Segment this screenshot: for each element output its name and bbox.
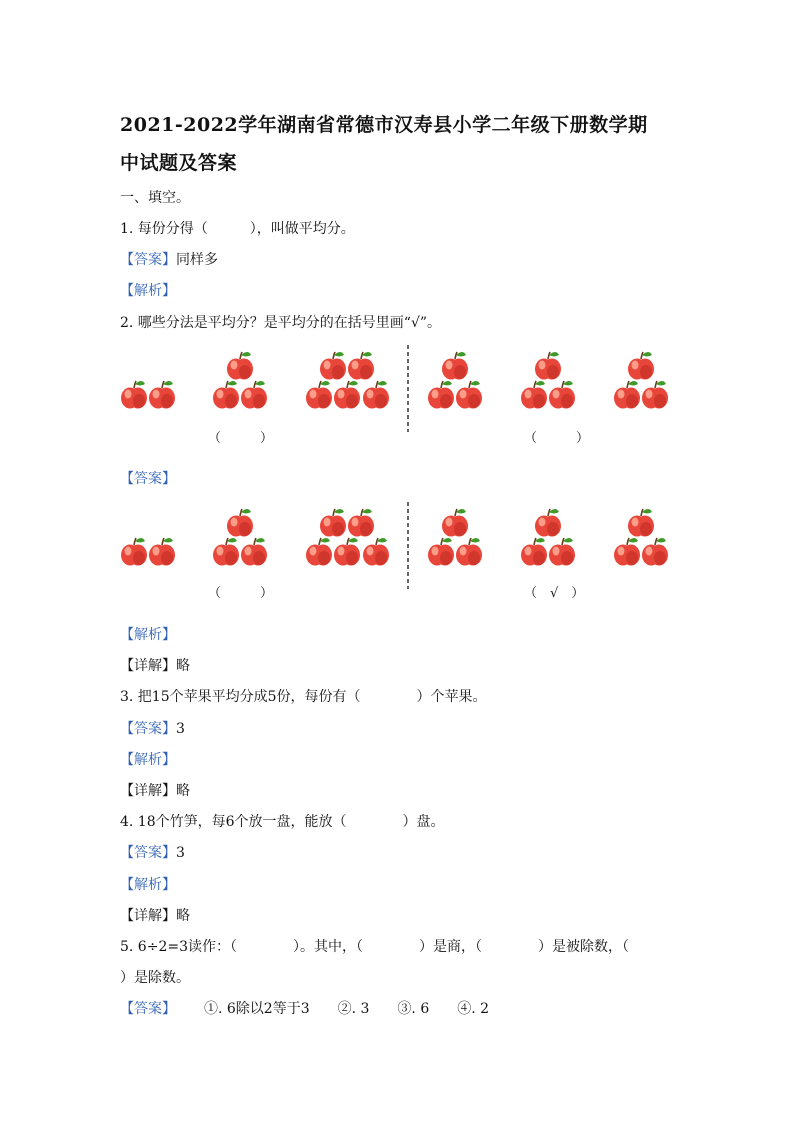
q4-detail: 略 [176, 908, 190, 924]
q2-answer-blank-right: （ √ ） [524, 586, 585, 601]
q2-answer-blank-left: （ ） [208, 586, 274, 601]
question-5-line-2: ）是除数。 [120, 970, 190, 986]
apple-icon [241, 538, 267, 566]
answer-tag: 【答案】 [120, 252, 176, 268]
q2-answer-tag: 【答案】 [120, 471, 176, 487]
answer-tag: 【答案】 [120, 721, 176, 737]
q2-analysis-tag: 【解析】 [120, 627, 176, 643]
apple-icon [306, 538, 332, 566]
apple-icon [428, 538, 454, 566]
q4-detail-row [120, 905, 190, 925]
apple-groups [121, 509, 668, 566]
apple-icon [642, 381, 668, 409]
apple-icon [521, 538, 547, 566]
q2-detail: 略 [176, 658, 190, 674]
apple-icon [306, 381, 332, 409]
apple-icon [614, 538, 640, 566]
q3-detail: 略 [176, 783, 190, 799]
q3-analysis-tag: 【解析】 [120, 752, 176, 768]
apple-icon [628, 509, 654, 537]
apple-icon [363, 381, 389, 409]
apple-icon [348, 352, 374, 380]
question-1: 1. 每份分得（ ），叫做平均分。 [120, 221, 355, 237]
apple-icon [348, 509, 374, 537]
apple-icon [334, 538, 360, 566]
detail-tag: 【详解】 [120, 658, 176, 674]
q2-blank-left: （ ） [208, 431, 274, 446]
answer-tag: 【答案】 [120, 845, 176, 861]
apple-icon [213, 538, 239, 566]
apple-icon [456, 381, 482, 409]
apple-icon [227, 352, 253, 380]
q3-detail-row [120, 780, 190, 800]
apple-icon [213, 381, 239, 409]
q4-answer: 3 [176, 845, 185, 861]
q3-answer: 3 [176, 721, 185, 737]
apple-icon [642, 538, 668, 566]
apple-icon [549, 538, 575, 566]
apple-icon [121, 381, 147, 409]
apple-icon [428, 381, 454, 409]
answer-tag: 【答案】 [120, 1001, 176, 1017]
q2-answer-apple-figure [0, 497, 794, 607]
apple-icon [549, 381, 575, 409]
apple-icon [363, 538, 389, 566]
apple-groups [121, 352, 668, 409]
q5-answer-row [120, 998, 489, 1018]
q1-answer-row [120, 249, 218, 269]
apple-icon [320, 509, 346, 537]
apple-icon [121, 538, 147, 566]
apple-icon [614, 381, 640, 409]
question-2: 2. 哪些分法是平均分？是平均分的在括号里画“√”。 [120, 315, 442, 331]
apple-icon [442, 509, 468, 537]
apple-icon [149, 538, 175, 566]
q5-answer: ①. 6除以2等于3 ②. 3 ③. 6 ④. 2 [204, 1001, 490, 1017]
q4-answer-row [120, 842, 185, 862]
q2-apple-figure [0, 340, 794, 450]
apple-icon [442, 352, 468, 380]
apple-icon [535, 509, 561, 537]
apple-icon [241, 381, 267, 409]
apple-icon [334, 381, 360, 409]
page-title-line-1: 2021-2022学年湖南省常德市汉寿县小学二年级下册数学期 [120, 114, 648, 136]
question-5-line-1: 5. 6÷2=3读作：（ ）。其中，（ ）是商，（ ）是被除数，（ [120, 939, 629, 955]
question-3: 3. 把15个苹果平均分成5份，每份有（ ）个苹果。 [120, 689, 487, 705]
q3-answer-row [120, 718, 185, 738]
detail-tag: 【详解】 [120, 783, 176, 799]
q2-blank-right: （ ） [524, 431, 590, 446]
q4-analysis-tag: 【解析】 [120, 877, 176, 893]
apple-icon [227, 509, 253, 537]
q2-detail-row [120, 655, 190, 675]
apple-icon [521, 381, 547, 409]
q1-analysis-tag: 【解析】 [120, 283, 176, 299]
section-heading: 一、填空。 [120, 190, 190, 206]
apple-icon [628, 352, 654, 380]
page-title-line-2: 中试题及答案 [120, 152, 238, 174]
apple-icon [535, 352, 561, 380]
apple-icon [320, 352, 346, 380]
question-4: 4. 18个竹笋，每6个放一盘，能放（ ）盘。 [120, 814, 445, 830]
q1-answer: 同样多 [176, 252, 218, 268]
detail-tag: 【详解】 [120, 908, 176, 924]
apple-icon [149, 381, 175, 409]
apple-icon [456, 538, 482, 566]
